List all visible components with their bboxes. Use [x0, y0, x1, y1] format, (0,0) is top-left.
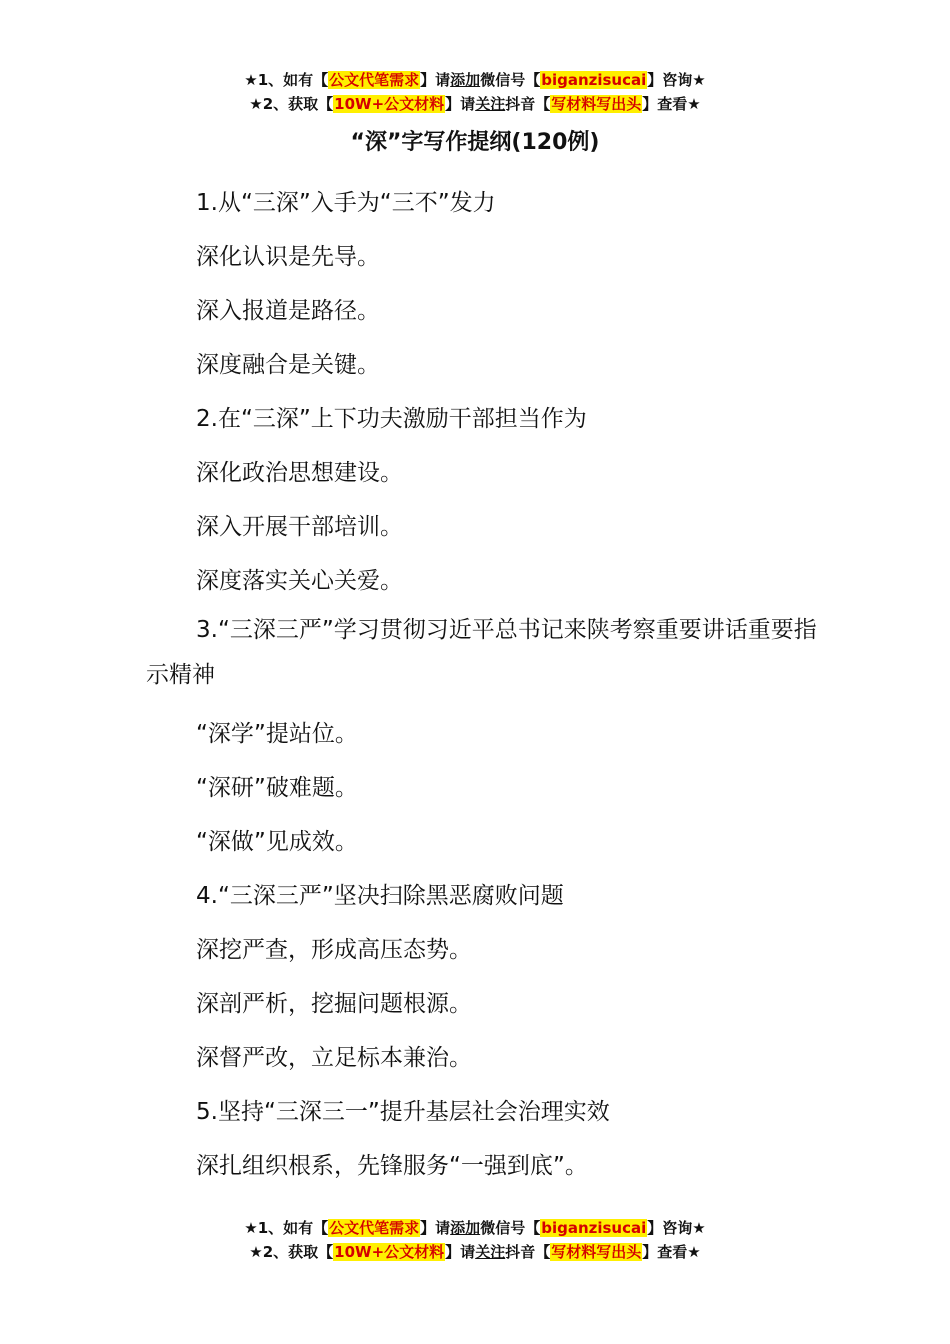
- banner-text: 2、获取【: [262, 95, 334, 113]
- banner-underlined-text: 添加: [450, 1219, 481, 1237]
- body-paragraph: 深剖严析，挖掘问题根源。: [196, 991, 472, 1017]
- body-paragraph: “深学”提站位。: [196, 721, 358, 747]
- banner-text: 】请: [445, 95, 476, 113]
- highlight-douyin-account: 写材料写出头: [551, 1243, 642, 1261]
- body-paragraph: 深化政治思想建设。: [196, 460, 403, 486]
- section-heading: 5.坚持“三深三一”提升基层社会治理实效: [196, 1099, 610, 1125]
- body-paragraph: 深扎组织根系，先锋服务“一强到底”。: [196, 1153, 588, 1179]
- banner-text: 1、如有【: [257, 1219, 329, 1237]
- highlight-materials: 10W+公文材料: [334, 95, 445, 113]
- banner-underlined-text: 关注: [475, 1243, 506, 1261]
- body-paragraph: 深化认识是先导。: [196, 244, 380, 270]
- section-heading: 2.在“三深”上下功夫激励干部担当作为: [196, 406, 587, 432]
- banner-text: 微信号【: [480, 71, 541, 89]
- star-icon: ★: [692, 1219, 706, 1237]
- banner-underlined-text: 添加: [450, 71, 481, 89]
- banner-text: 】咨询: [647, 1219, 693, 1237]
- star-icon: ★: [692, 71, 706, 89]
- body-paragraph: 深入开展干部培训。: [196, 514, 403, 540]
- highlight-service: 公文代笔需求: [329, 71, 420, 89]
- section-heading: 1.从“三深”入手为“三不”发力: [196, 190, 496, 216]
- star-icon: ★: [249, 1243, 263, 1261]
- body-paragraph: 深挖严查，形成高压态势。: [196, 937, 472, 963]
- banner-text: 】请: [420, 71, 451, 89]
- banner-text: 】咨询: [647, 71, 693, 89]
- highlight-service: 公文代笔需求: [329, 1219, 420, 1237]
- star-icon: ★: [687, 95, 701, 113]
- body-paragraph: “深做”见成效。: [196, 829, 358, 855]
- highlight-wechat-id: biganzisucai: [541, 1219, 647, 1237]
- banner-text: 】查看: [642, 95, 688, 113]
- banner-text: 抖音【: [505, 95, 551, 113]
- section-heading: 4.“三深三严”坚决扫除黑恶腐败问题: [196, 883, 564, 909]
- banner-line-2: [0, 1240, 950, 1264]
- document-body: [146, 176, 821, 1193]
- banner-text: 微信号【: [480, 1219, 541, 1237]
- banner-text: 】请: [420, 1219, 451, 1237]
- banner-text: 】请: [445, 1243, 476, 1261]
- highlight-materials: 10W+公文材料: [334, 1243, 445, 1261]
- body-paragraph: 深度落实关心关爱。: [196, 568, 403, 594]
- banner-text: 1、如有【: [257, 71, 329, 89]
- banner-text: 】查看: [642, 1243, 688, 1261]
- body-paragraph: 深度融合是关键。: [196, 352, 380, 378]
- star-icon: ★: [249, 95, 263, 113]
- star-icon: ★: [244, 71, 258, 89]
- banner-line-1: [0, 1216, 950, 1240]
- document-title: “深”字写作提纲(120例): [350, 130, 600, 155]
- footer-banner: [0, 1216, 950, 1264]
- body-paragraph: 深督严改，立足标本兼治。: [196, 1045, 472, 1071]
- section-heading: 3.“三深三严”学习贯彻习近平总书记来陕考察重要讲话重要指示精神: [146, 617, 817, 688]
- body-paragraph: 深入报道是路径。: [196, 298, 380, 324]
- body-paragraph: “深研”破难题。: [196, 775, 358, 801]
- banner-line-1: [0, 68, 950, 92]
- star-icon: ★: [687, 1243, 701, 1261]
- highlight-douyin-account: 写材料写出头: [551, 95, 642, 113]
- star-icon: ★: [244, 1219, 258, 1237]
- banner-underlined-text: 关注: [475, 95, 506, 113]
- banner-text: 抖音【: [505, 1243, 551, 1261]
- banner-line-2: [0, 92, 950, 116]
- header-banner: [0, 68, 950, 116]
- banner-text: 2、获取【: [262, 1243, 334, 1261]
- highlight-wechat-id: biganzisucai: [541, 71, 647, 89]
